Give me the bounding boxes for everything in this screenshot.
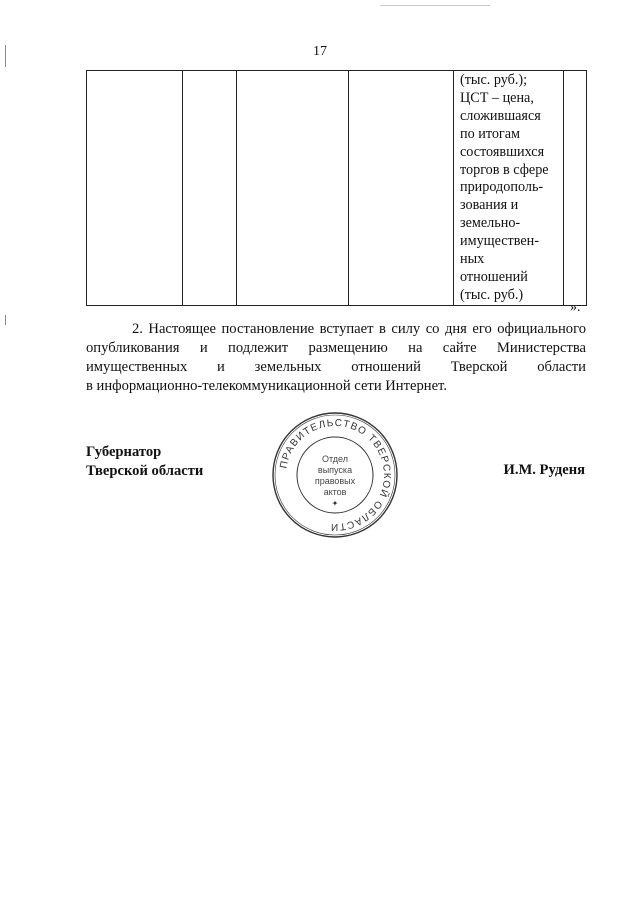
cell-text-line: ных bbox=[460, 251, 485, 268]
table-row bbox=[87, 71, 587, 306]
seal-stamp-graphic bbox=[270, 410, 400, 540]
paragraph-line: 2. Настоящее постановление вступает в силу со дня его официального bbox=[132, 321, 586, 337]
cell-text-line: по итогам bbox=[460, 125, 521, 142]
seal-center-line: выпуска bbox=[317, 465, 353, 475]
seal-center-line: актов bbox=[323, 487, 347, 497]
signatory-name: И.М. Руденя bbox=[503, 462, 585, 478]
closing-quote-mark: ». bbox=[570, 300, 581, 315]
table-cell-6 bbox=[564, 71, 587, 306]
scan-margin-mark bbox=[5, 315, 6, 325]
cell-text-line: ЦСТ – цена, bbox=[460, 89, 534, 106]
paragraph-line: в информационно-телекоммуникационной сети Интернет. bbox=[86, 378, 447, 394]
paragraph-effective-date bbox=[86, 320, 586, 396]
cell-text-line: состоявшихся bbox=[460, 143, 545, 160]
table-fragment bbox=[86, 70, 587, 306]
paragraph-line: имущественных и земельных отношений Тверской области bbox=[86, 359, 586, 375]
seal-center-text bbox=[315, 454, 356, 497]
cell-text-line: сложившаяся bbox=[460, 107, 541, 124]
cell-text-line: (тыс. руб.) bbox=[460, 286, 524, 303]
cell-text-line: земельно- bbox=[460, 215, 521, 232]
table-cell-4 bbox=[349, 71, 454, 306]
scan-margin-mark bbox=[5, 45, 6, 67]
signatory-title-line: Тверской области bbox=[86, 463, 204, 479]
official-seal bbox=[270, 410, 400, 540]
table-cell-formula-legend bbox=[454, 71, 564, 306]
seal-center-line: Отдел bbox=[321, 454, 349, 464]
table-cell-3 bbox=[237, 71, 349, 306]
cell-text-line: торгов в сфере bbox=[460, 161, 549, 178]
cell-text-lines bbox=[454, 71, 563, 305]
table-cell-2 bbox=[183, 71, 237, 306]
cell-text-line: природополь- bbox=[460, 179, 544, 196]
cell-text-line: имуществен- bbox=[460, 233, 539, 250]
signatory-title-line: Губернатор bbox=[86, 444, 162, 460]
cell-text-line: (тыс. руб.); bbox=[460, 72, 528, 88]
table-cell-1 bbox=[87, 71, 183, 306]
page-number: 17 bbox=[313, 44, 327, 59]
seal-center-line: правовых bbox=[314, 476, 356, 486]
cell-text-line: отношений bbox=[460, 268, 528, 285]
seal-ring-text: ПРАВИТЕЛЬСТВО ТВЕРСКОЙ ОБЛАСТИ bbox=[278, 417, 393, 533]
cell-text-line: зования и bbox=[460, 197, 519, 214]
signatory-title bbox=[86, 443, 203, 481]
seal-star-icon: ✦ bbox=[331, 499, 339, 508]
scan-top-mark bbox=[380, 5, 490, 6]
paragraph-line: опубликования и подлежит размещению на сайте Министерства bbox=[86, 340, 586, 356]
